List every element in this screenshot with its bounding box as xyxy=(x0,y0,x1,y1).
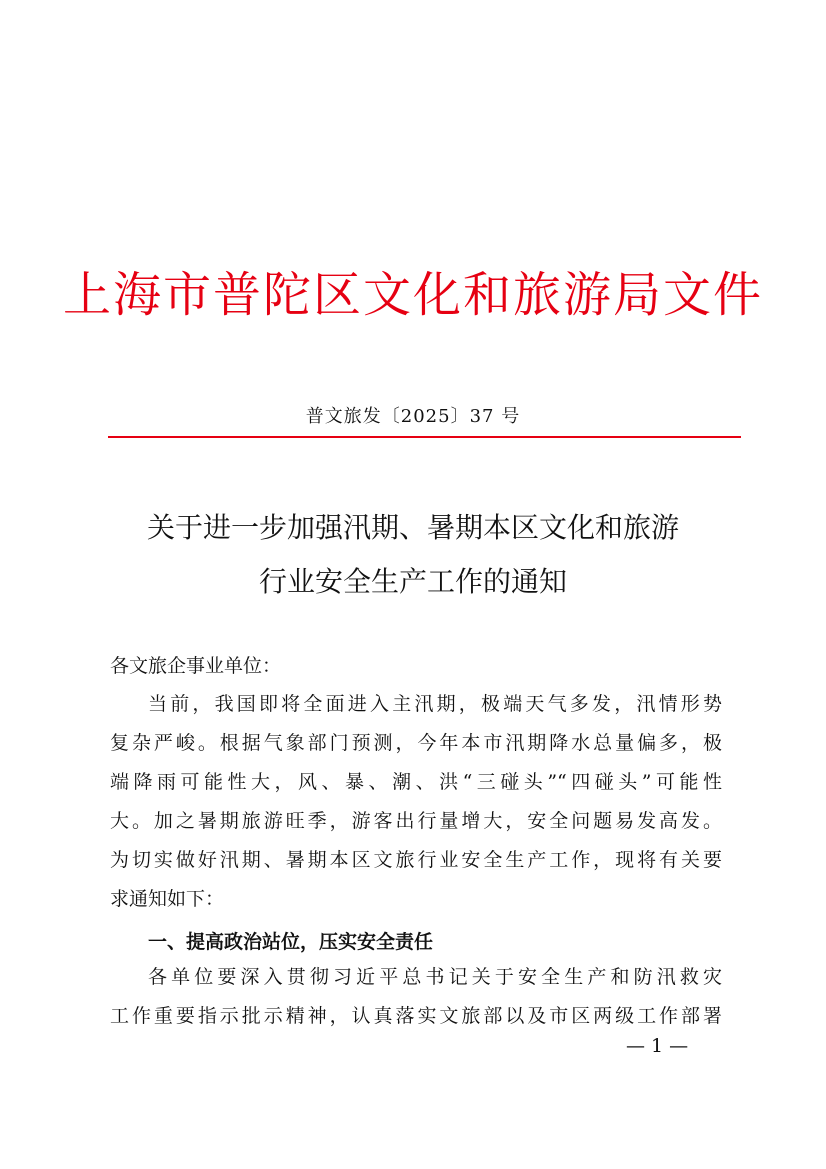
page-number: — 1 — xyxy=(626,1035,689,1057)
paragraph-line: 端降雨可能性大，风、暴、潮、洪“三碰头”“四碰头”可能性 xyxy=(110,771,722,793)
salutation: 各文旅企事业单位： xyxy=(110,655,282,677)
paragraph-line: 为切实做好汛期、暑期本区文旅行业安全生产工作，现将有关要 xyxy=(110,849,722,871)
paragraph-line: 复杂严峻。根据气象部门预测，今年本市汛期降水总量偏多，极 xyxy=(110,732,722,754)
notice-title-line-2: 行业安全生产工作的通知 xyxy=(258,565,567,598)
paragraph-line: 工作重要指示批示精神，认真落实文旅部以及市区两级工作部署 xyxy=(110,1005,722,1027)
paragraph-line: 求通知如下： xyxy=(110,888,225,910)
paragraph-line: 各单位要深入贯彻习近平总书记关于安全生产和防汛救灾 xyxy=(148,966,722,988)
section-heading: 一、提高政治站位，压实安全责任 xyxy=(148,931,434,953)
red-divider-line xyxy=(108,436,741,438)
document-number: 普文旅发〔2025〕37 号 xyxy=(305,406,521,427)
issuing-authority-header: 上海市普陀区文化和旅游局文件 xyxy=(62,267,763,323)
notice-title-line-1: 关于进一步加强汛期、暑期本区文化和旅游 xyxy=(146,511,679,544)
paragraph-line: 大。加之暑期旅游旺季，游客出行量增大，安全问题易发高发。 xyxy=(110,810,722,832)
paragraph-line: 当前，我国即将全面进入主汛期，极端天气多发，汛情形势 xyxy=(148,693,722,715)
